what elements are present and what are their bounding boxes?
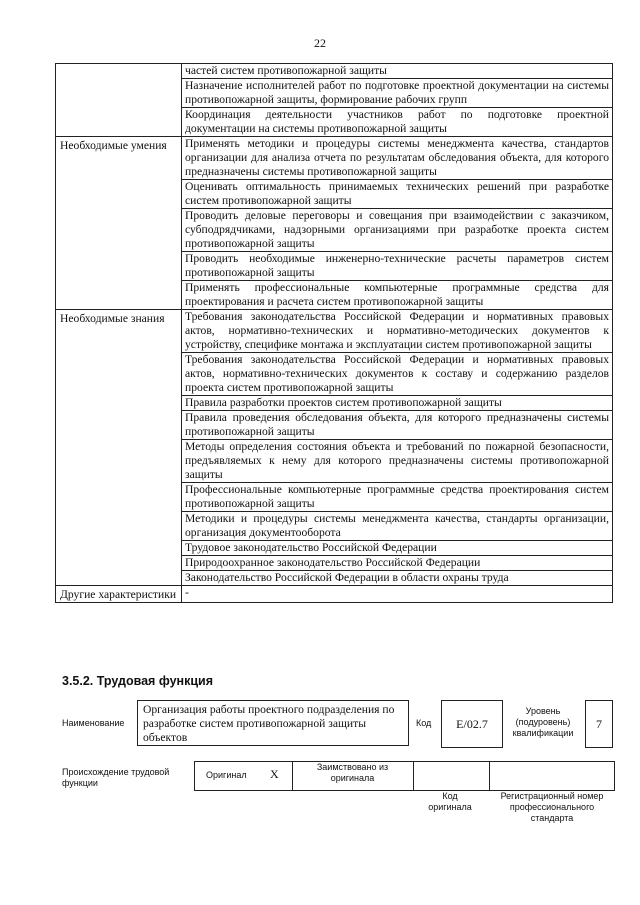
table-cell-item: частей систем противопожарной защиты — [182, 64, 613, 79]
table-cell-item: Оценивать оптимальность принимаемых технических решений при разработке систем противопожарной защиты — [182, 180, 613, 209]
table-cell-item: Методики и процедуры системы менеджмента качества, стандарты организации, организация документооборота — [182, 512, 613, 541]
code-box — [441, 700, 503, 748]
table-cell-item: Трудовое законодательство Российской Федерации — [182, 541, 613, 556]
table-cell-item: Правила проведения обследования объекта, для которого предназначены системы противопожарной защиты — [182, 411, 613, 440]
level-value: 7 — [596, 716, 602, 731]
table-cell-item: Назначение исполнителей работ по подготовке проектной документации на системы противопожарной защиты, формирование рабочих групп — [182, 79, 613, 108]
name-label: Наименование — [62, 718, 125, 728]
table-cell-item: - — [182, 586, 613, 603]
level-label: Уровень (подуровень) квалификации — [512, 706, 574, 738]
row-label: Необходимые знания — [56, 310, 182, 586]
table-row — [56, 310, 613, 353]
reg-number-caption: Регистрационный номер профессионального стандарта — [500, 791, 604, 823]
table-cell-item: Правила разработки проектов систем противопожарной защиты — [182, 396, 613, 411]
table-cell-item: Проводить необходимые инженерно-технические расчеты параметров систем противопожарной защиты — [182, 252, 613, 281]
row-label: Необходимые умения — [56, 137, 182, 310]
section-title: 3.5.2. Трудовая функция — [62, 674, 214, 688]
original-label: Оригинал — [206, 770, 247, 780]
row-label — [56, 64, 182, 137]
code-label: Код — [416, 718, 432, 728]
table-cell-item: Применять профессиональные компьютерные программные средства для проектирования и расчета систем противопожарной защиты — [182, 281, 613, 310]
row-label: Другие характеристики — [56, 586, 182, 603]
table-cell-item: Требования законодательства Российской Федерации и нормативных правовых актов, нормативно-технических и нормативно-методических документов к устройству, специфике монтажа и эксплуатации систем противопожарной защиты — [182, 310, 613, 353]
competency-table — [55, 63, 613, 603]
table-cell-item: Применять методики и процедуры системы менеджмента качества, стандартов организации для анализа отчета по результатам обследования объекта, для которого предназначены системы противопожарной защиты — [182, 137, 613, 180]
table-cell-item: Профессиональные компьютерные программные средства проектирования систем противопожарной защиты — [182, 483, 613, 512]
table-cell-item: Методы определения состояния объекта и требований по пожарной безопасности, предъявляемых к нему для которого предназначены системы противопожарной защиты — [182, 440, 613, 483]
table-row — [56, 64, 613, 79]
table-cell-item: Требования законодательства Российской Федерации и нормативных правовых актов, нормативно-технических документов к составу и содержанию разделов проекта систем противопожарной защиты — [182, 353, 613, 396]
table-cell-item: Координация деятельности участников работ по подготовке проектной документации на системы противопожарной защиты — [182, 108, 613, 137]
function-name-value: Организация работы проектного подразделения по разработке систем противопожарной защиты объектов — [143, 703, 395, 744]
code-value: E/02.7 — [456, 716, 488, 731]
code-original-caption: Код оригинала — [428, 791, 472, 812]
level-box — [585, 700, 613, 748]
function-name-box — [137, 700, 409, 746]
table-cell-item: Природоохранное законодательство Российской Федерации — [182, 556, 613, 571]
borrowed-label: Заимствовано из оригинала — [316, 762, 389, 783]
original-mark: X — [270, 767, 279, 781]
origin-label: Происхождение трудовой функции — [62, 767, 170, 788]
table-cell-item: Законодательство Российской Федерации в области охраны труда — [182, 571, 613, 586]
code-original-cell — [413, 761, 490, 791]
table-cell-item: Проводить деловые переговоры и совещания при взаимодействии с заказчиком, субподрядчиками, надзорными организациями при разработке проекта систем противопожарной защиты — [182, 209, 613, 252]
table-row — [56, 586, 613, 603]
page-number: 22 — [314, 36, 326, 50]
reg-number-cell — [489, 761, 615, 791]
table-row — [56, 137, 613, 180]
